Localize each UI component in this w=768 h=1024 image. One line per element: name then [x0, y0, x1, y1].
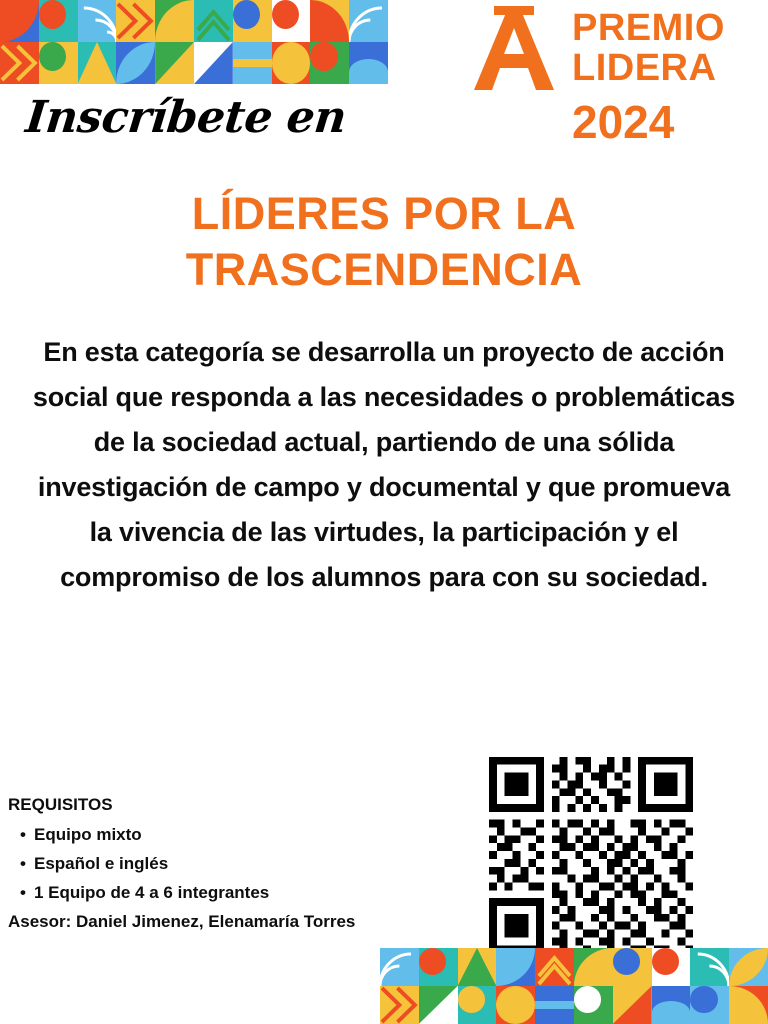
pattern-tile [380, 986, 419, 1024]
invite-headline: Inscríbete en [23, 92, 349, 143]
pattern-tile [78, 42, 117, 84]
list-item: • Español e inglés [34, 849, 408, 878]
pattern-tile [78, 0, 117, 42]
body-description: En esta categoría se desarrolla un proyecto de acción social que responda a las necesidades o problemáticas de la sociedad actual, partiendo de una sólida investigación de campo y documental y que promueva la vivencia de las virtudes, la participación y el compromiso de los alumnos para con su sociedad. [32, 337, 736, 592]
pattern-tile [652, 948, 691, 986]
chevron-icon [116, 0, 155, 42]
arc-icon [349, 0, 388, 42]
pattern-tile [496, 948, 535, 986]
logo-year: 2024 [572, 96, 675, 148]
pattern-tile [0, 0, 39, 42]
pattern-tile [574, 948, 613, 986]
pattern-tile [729, 986, 768, 1024]
requirements-block [8, 790, 408, 953]
pattern-tile [690, 948, 729, 986]
arc-icon [380, 948, 419, 986]
pattern-tile [310, 0, 349, 42]
premio-lidera-logo [468, 6, 748, 166]
chevron-icon [0, 42, 39, 84]
pattern-tile [690, 986, 729, 1024]
pattern-tile [349, 0, 388, 42]
pattern-tile [729, 948, 768, 986]
pattern-tile [272, 0, 311, 42]
logo-brand-text [572, 8, 725, 88]
pattern-tile [194, 42, 233, 84]
list-item: • Equipo mixto [34, 820, 408, 849]
pattern-tile [116, 42, 155, 84]
pattern-tile [194, 0, 233, 42]
pattern-tile [0, 42, 39, 84]
pattern-tile [39, 0, 78, 42]
pattern-tile [535, 986, 574, 1024]
chevron-icon [194, 0, 233, 42]
arc-icon [78, 0, 117, 42]
pattern-tile [574, 986, 613, 1024]
pattern-tile [496, 986, 535, 1024]
qr-code[interactable] [481, 749, 709, 961]
logo-brand-line-1: PREMIO [572, 7, 725, 49]
pattern-tile [458, 986, 497, 1024]
pattern-tile [419, 948, 458, 986]
pattern-tile [613, 948, 652, 986]
chevron-icon [535, 948, 574, 986]
chevron-icon [380, 986, 419, 1024]
pattern-tile [155, 42, 194, 84]
pattern-tile [155, 0, 194, 42]
pattern-tile [233, 0, 272, 42]
pattern-tile [349, 42, 388, 84]
pattern-tile [233, 42, 272, 84]
pattern-tile [39, 42, 78, 84]
qr-code-icon [481, 749, 709, 961]
pattern-tile [310, 42, 349, 84]
requirements-list [8, 820, 408, 907]
list-item: • 1 Equipo de 4 a 6 integrantes [34, 878, 408, 907]
pattern-tile [116, 0, 155, 42]
advisor-line: Asesor: Daniel Jimenez, Elenamaría Torres [8, 912, 356, 931]
pattern-tile [652, 986, 691, 1024]
pattern-tile [458, 948, 497, 986]
pattern-tile [419, 986, 458, 1024]
decorative-pattern-band-bottom [380, 948, 768, 1024]
pattern-tile [535, 948, 574, 986]
arc-icon [690, 948, 729, 986]
a-letter-icon [468, 6, 560, 92]
requirements-heading: REQUISITOS [8, 795, 113, 814]
logo-brand-line-2: LIDERA [572, 47, 717, 89]
pattern-tile [613, 986, 652, 1024]
pattern-tile [272, 42, 311, 84]
pattern-tile [380, 948, 419, 986]
anahuac-a-icon [468, 6, 560, 92]
category-title: LÍDERES POR LA TRASCENDENCIA [185, 188, 583, 295]
decorative-pattern-band-top [0, 0, 388, 84]
